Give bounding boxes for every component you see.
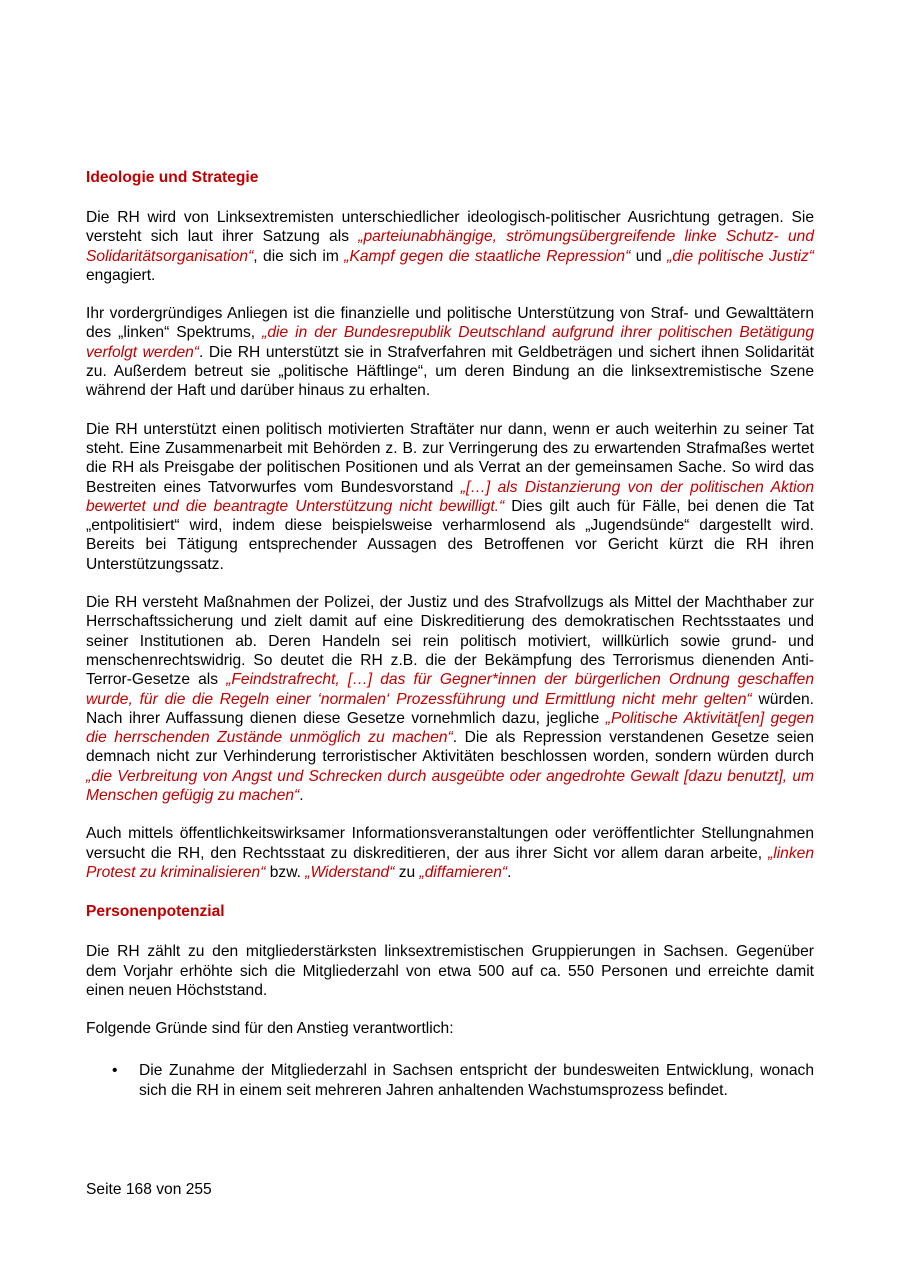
text: Auch mittels öffentlichkeitswirksamer Informationsveranstaltungen oder veröffentlichter Stellungnahmen versucht die RH, den Rechtsstaat zu diskreditieren, der aus ihrer Sicht vor allem daran arbeite, (86, 825, 814, 862)
list-item-text: Die Zunahme der Mitgliederzahl in Sachsen entspricht der bundesweiten Entwicklung, wonach sich die RH in einem seit mehreren Jahren anhaltenden Wachstumsprozess befindet. (139, 1062, 814, 1099)
list-item (86, 1061, 814, 1100)
quote: „Widerstand“ (305, 863, 395, 881)
quote: „Politische Aktivität[en] gegen die herrschenden Zustände unmöglich zu machen“ (86, 709, 814, 747)
text: , die sich im (253, 247, 345, 265)
quote: „die in der Bundesrepublik Deutschland aufgrund ihrer politischen Betätigung verfolgt werden“ (86, 324, 814, 361)
paragraph-gruende: Folgende Gründe sind für den Anstieg verantwortlich: (86, 1020, 454, 1038)
paragraph-oeffentlichkeit (86, 824, 814, 882)
text: . (507, 863, 512, 881)
document-page (86, 168, 814, 1100)
text: . Die als Repression verstandenen Gesetze seien demnach nicht zur Verhinderung terroristischer Aktivitäten beschlossen worden, sondern würden durch (86, 729, 814, 766)
paragraph-anliegen (86, 304, 814, 400)
quote: „die politische Justiz“ (667, 247, 815, 265)
text: . (299, 787, 304, 805)
reasons-list (86, 1061, 814, 1100)
quote: „Kampf gegen die staatliche Repression“ (344, 247, 631, 265)
text: Die RH wird von Linksextremisten unterschiedlicher ideologisch-politischer Ausrichtung getragen. Sie versteht sich laut ihrer Satzung als (86, 209, 814, 246)
quote: „Feindstrafrecht, […] das für Gegner*innen der bürgerlichen Ordnung geschaffen wurde, für die die Regeln einer ‘normalen‘ Prozessführung und Ermittlung nicht mehr gelten“ (86, 671, 814, 708)
text: Ihr vordergründiges Anliegen ist die finanzielle und politische Unterstützung von Straf- und Gewalttätern des „linken“ Spektrums, (86, 305, 814, 342)
text: Dies gilt auch für Fälle, bei denen die Tat „entpolitisiert“ wird, indem diese beispielsweise verharmlosend als „Jugendsünde“ dargestellt wird. Bereits bei Tätigung entsprechender Aussagen des Betroffenen vor Gericht kürzt die RH ihren Unterstützungssatz. (86, 497, 814, 573)
text: und (630, 247, 668, 265)
page-number: Seite 168 von 255 (86, 1181, 212, 1198)
quote: „diffamieren“ (419, 863, 508, 881)
paragraph-unterstuetzung (86, 420, 814, 574)
paragraph-massnahmen (86, 593, 814, 805)
text: würden. Nach ihrer Auffassung dienen diese Gesetze vornehmlich dazu, jegliche (86, 690, 815, 727)
quote: „linken Protest zu kriminalisieren“ (86, 844, 814, 881)
quote: „parteiunabhängige, strömungsübergreifende linke Schutz- und Solidaritätsorganisation“ (86, 228, 814, 265)
text: zu (394, 863, 420, 881)
text: Die RH versteht Maßnahmen der Polizei, der Justiz und des Strafvollzugs als Mittel der Machthaber zur Herrschaftssicherung und zielt damit auf eine Diskreditierung des demokratischen Rechtsstaates und seiner Institutionen ab. Deren Handeln sei rein politisch motiviert, willkürlich sowie grund- und menschenrechtswidrig. So deutet die RH z.B. die der Bekämpfung des Terrorismus dienenden Anti-Terror-Gesetze als (86, 594, 814, 689)
quote: „die Verbreitung von Angst und Schrecken durch ausgeübte oder angedrohte Gewalt [dazu benutzt], um Menschen gefügig zu machen“ (86, 767, 814, 805)
text: bzw. (265, 863, 306, 881)
bullet-icon: • (112, 1062, 118, 1080)
text: engagiert. (86, 266, 156, 284)
text: . Die RH unterstützt sie in Strafverfahren mit Geldbeträgen und sichert ihnen Solidarität zu. Außerdem betreut sie „politische Häftlinge“, um deren Bindung an die linksextremistische Szene während der Haft und darüber hinaus zu erhalten. (86, 343, 814, 400)
section-heading-personenpotenzial: Personenpotenzial (86, 903, 225, 921)
quote: „[…] als Distanzierung von der politischen Aktion bewertet und die beantragte Unterstützung nicht bewilligt.“ (86, 478, 814, 515)
text: Die RH unterstützt einen politisch motivierten Straftäter nur dann, wenn er auch weiterhin zu seiner Tat steht. Eine Zusammenarbeit mit Behörden z. B. zur Verringerung des zu erwartenden Strafmaßes wertet die RH als Preisgabe der politischen Positionen und als Verrat an der gemeinsamen Sache. So wird das Bestreiten eines Tatvorwurfes vom Bundesvorstand (86, 420, 814, 496)
paragraph-mitgliederzahl: Die RH zählt zu den mitgliederstärksten linksextremistischen Gruppierungen in Sachsen. Gegenüber dem Vorjahr erhöhte sich die Mitgliederzahl von etwa 500 auf ca. 550 Personen und erreichte damit einen neuen Höchststand. (86, 943, 814, 999)
section-heading-ideologie: Ideologie und Strategie (86, 169, 259, 186)
paragraph-satzung (86, 208, 814, 285)
